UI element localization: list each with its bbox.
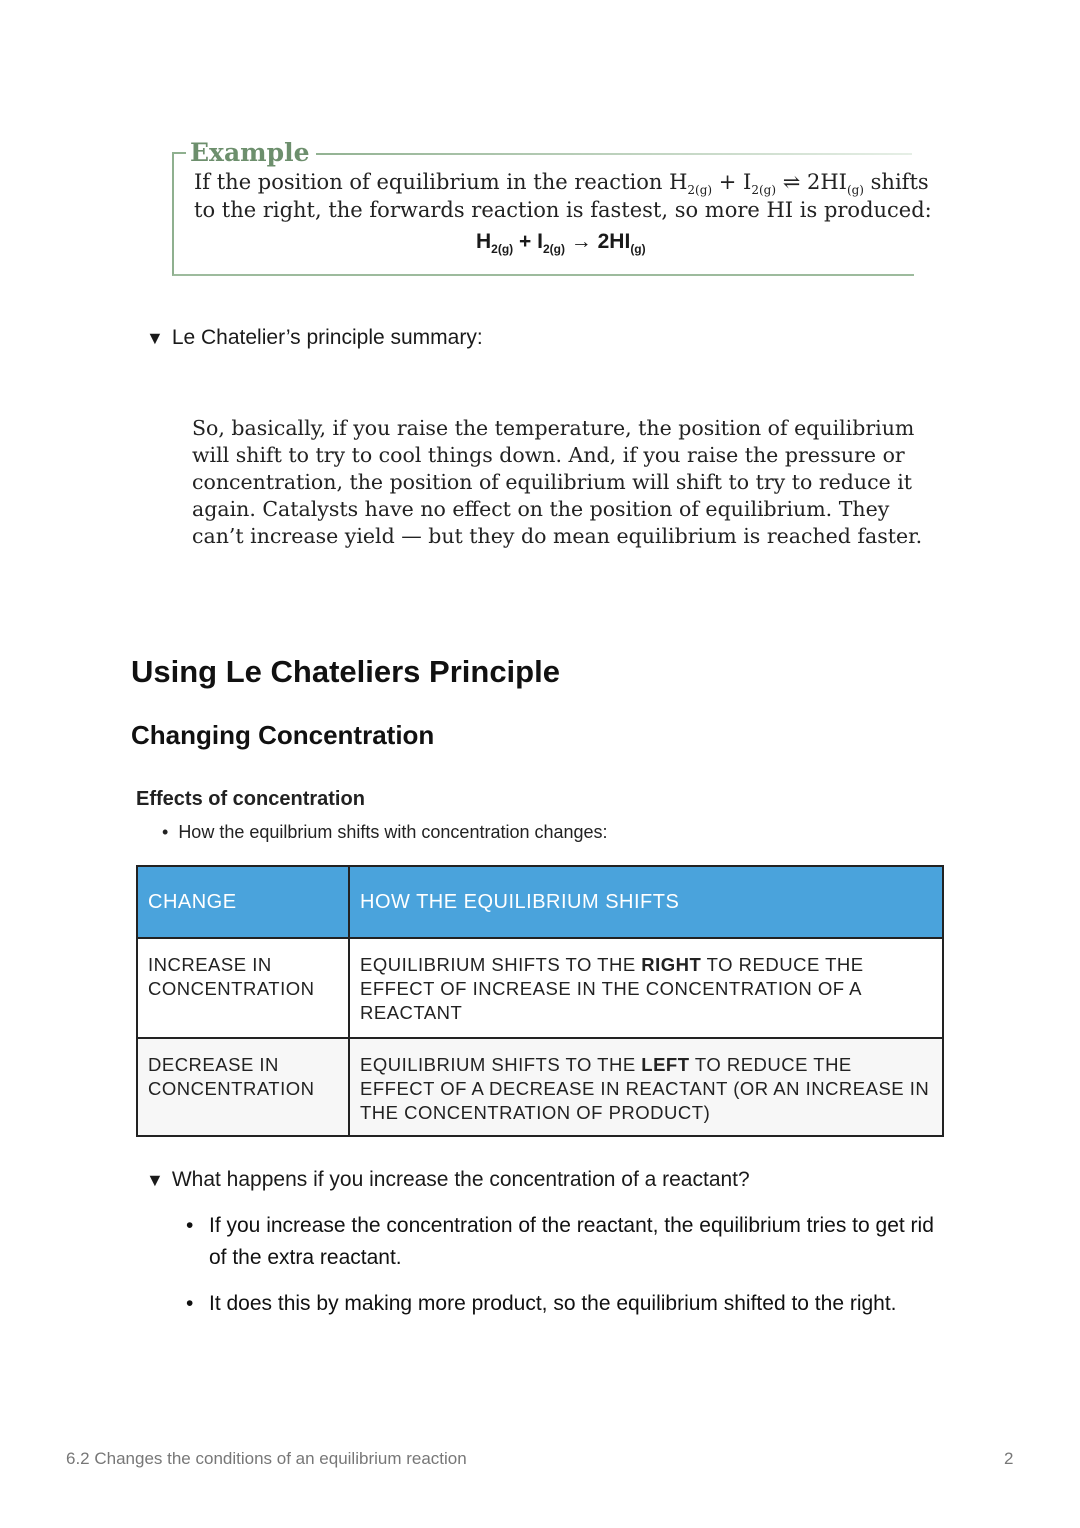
example-title: Example [190, 138, 316, 167]
page-number: 2 [1004, 1449, 1014, 1468]
triangle-down-icon: ▼ [146, 328, 164, 348]
page-heading: Using Le Chateliers Principle [131, 654, 560, 689]
bullet-dot-icon: • [186, 1214, 194, 1237]
table-row [137, 1038, 943, 1136]
toggle-increase-reactant[interactable]: ▼ What happens if you increase the concentration of a reactant? [146, 1168, 750, 1191]
footer-title: 6.2 Changes the conditions of an equilibrium reaction [66, 1449, 467, 1468]
toggle-summary[interactable]: ▼ Le Chatelier’s principle summary: [146, 326, 483, 349]
row1-shift: EQUILIBRIUM SHIFTS TO THE RIGHT TO REDUCE THE EFFECT OF INCREASE IN THE CONCENTRATION OF A REACTANT [349, 938, 943, 1038]
section-heading: Changing Concentration [131, 720, 435, 750]
effects-title: Effects of concentration [136, 788, 365, 810]
effects-bullet: • How the equilbrium shifts with concentration changes: [162, 822, 608, 842]
row1-change: INCREASE IN CONCENTRATION [137, 938, 349, 1038]
list-item: • If you increase the concentration of the reactant, the equilibrium tries to get rid of the extra reactant. [186, 1210, 946, 1274]
example-title-rule [292, 153, 912, 155]
table-row [137, 938, 943, 1038]
bullet-dot-icon: • [162, 822, 179, 842]
example-equation: $H_{2(g)} + I_{2(g)} \to 2HI_{(g)}$ [476, 230, 646, 257]
example-line-1: If the position of equilibrium in the reaction $H_{2(g)} + I_{2(g)}$ ⇌ $2HI_{(g)}$ shifts [194, 170, 929, 198]
triangle-down-icon: ▼ [146, 1170, 164, 1190]
example-line-2: to the right, the forwards reaction is fastest, so more HI is produced: [194, 198, 932, 222]
header-shift: HOW THE EQUILIBRIUM SHIFTS [349, 866, 943, 938]
concentration-table [136, 865, 944, 1137]
bullet-dot-icon: • [186, 1292, 194, 1315]
header-change: CHANGE [137, 866, 349, 938]
row2-change: DECREASE IN CONCENTRATION [137, 1038, 349, 1136]
list-item: • It does this by making more product, so the equilibrium shifted to the right. [186, 1288, 946, 1320]
row2-shift: EQUILIBRIUM SHIFTS TO THE LEFT TO REDUCE THE EFFECT OF A DECREASE IN REACTANT (OR AN INCREASE IN THE CONCENTRATION OF PRODUCT) [349, 1038, 943, 1136]
example-box-tick [172, 152, 186, 154]
summary-text: So, basically, if you raise the temperature, the position of equilibrium will shift to try to cool things down. And, if you raise the pressure or concentration, the position of equilibrium will shift to try to reduce it again. Catalysts have no effect on the position of equilibrium. They can’t increase yield — but they do mean equilibrium is reached faster. [192, 416, 923, 548]
